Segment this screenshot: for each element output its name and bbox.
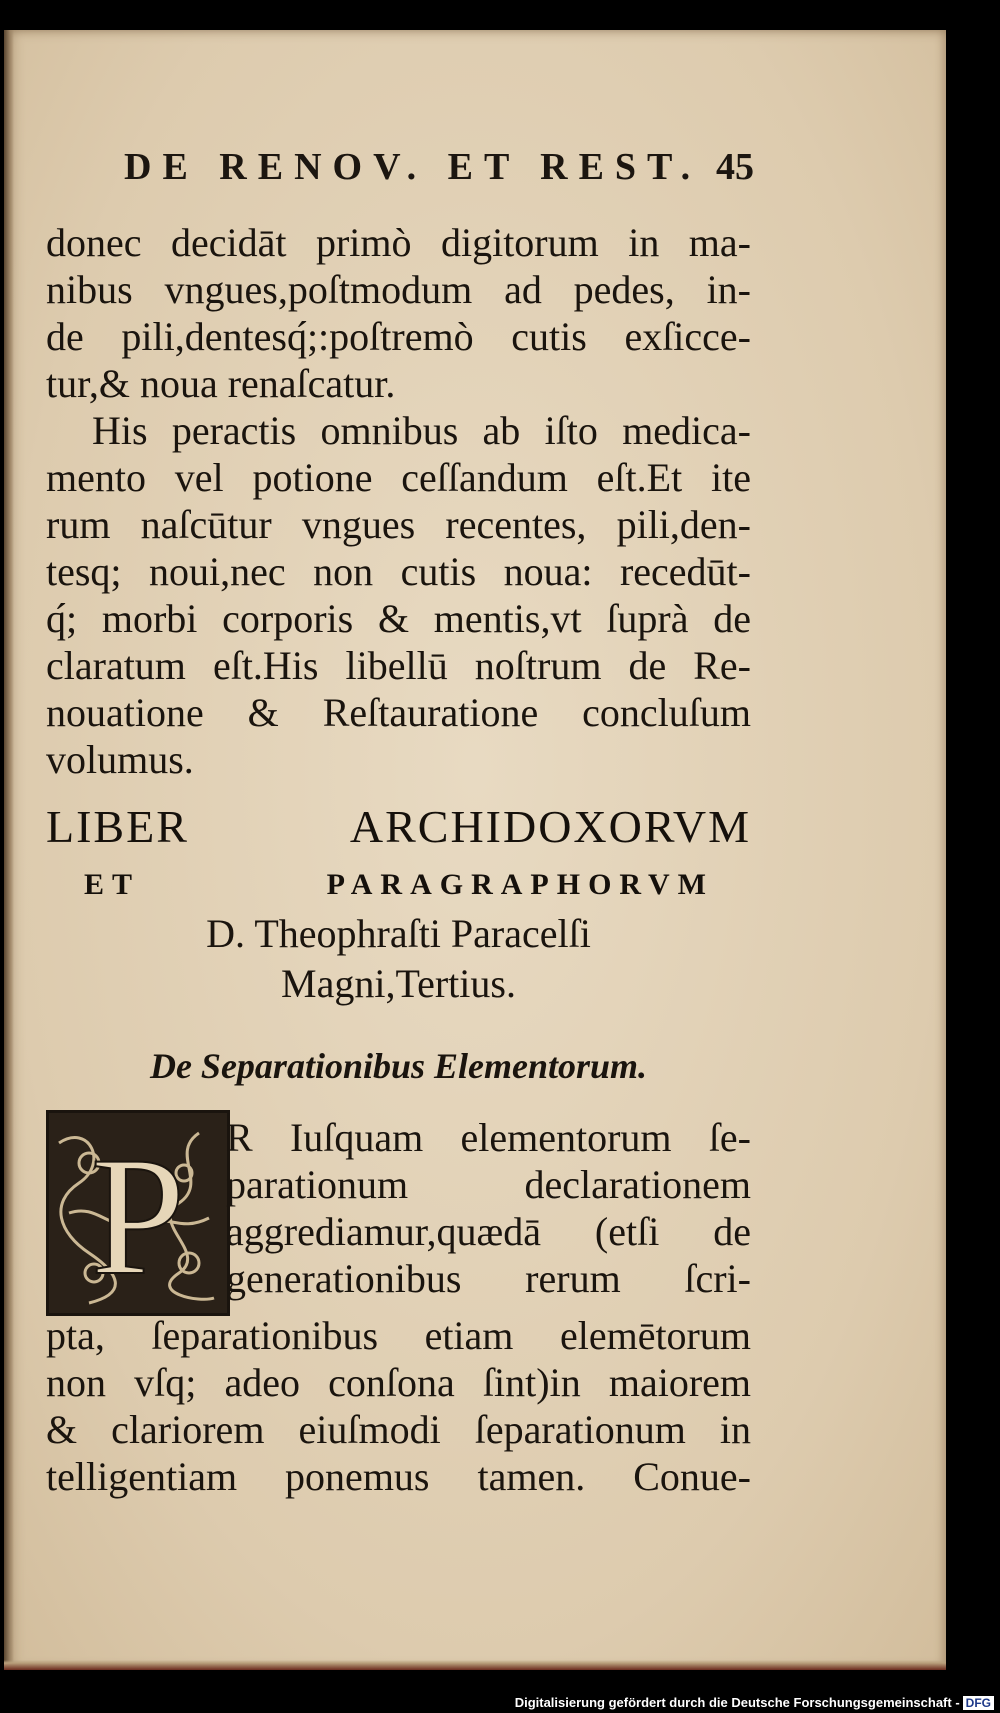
running-head-title: DE RENOV. ET REST. bbox=[124, 146, 702, 188]
dropcap-letter: P bbox=[90, 1122, 186, 1310]
text-line: q́; morbi corporis & mentis,vt ſuprà de bbox=[46, 596, 751, 641]
book-title-part: Magni,Tertius. bbox=[281, 961, 516, 1006]
text-line: R Iuſquam elementorum ſe- bbox=[226, 1115, 751, 1160]
page-number: 45 bbox=[716, 146, 754, 188]
text-line: rum naſcūtur vngues recentes, pili,den- bbox=[46, 502, 751, 547]
text-line: aggrediamur,quædā (etſi de bbox=[226, 1209, 751, 1254]
text-line: tur,& noua renaſcatur. bbox=[46, 361, 396, 406]
text-line: nibus vngues,poſtmodum ad pedes, in- bbox=[46, 267, 751, 312]
credit-text: Digitalisierung gefördert durch die Deutsche Forschungsgemeinschaft - bbox=[514, 1695, 960, 1710]
text-line: volumus. bbox=[46, 737, 194, 782]
text-line: generationibus rerum ſcri- bbox=[226, 1256, 751, 1301]
page-bottom-edge bbox=[4, 1660, 946, 1670]
text-line: tesq; noui,nec non cutis noua: recedūt- bbox=[46, 549, 751, 594]
digitization-credit bbox=[515, 1695, 994, 1710]
text-line: nouatione & Reſtauratione concluſum bbox=[46, 690, 751, 735]
book-title-line-1: LIBER ARCHIDOXORVM bbox=[46, 801, 751, 852]
text-line: parationum declarationem bbox=[226, 1162, 751, 1207]
page-gutter-shadow bbox=[4, 30, 14, 1670]
text-line: His peractis omnibus ab iſto medica- bbox=[92, 408, 751, 453]
text-line: pta, ſeparationibus etiam elemētorum bbox=[46, 1313, 751, 1358]
text-line: de pili,dentesq́;:poſtremò cutis exſicce- bbox=[46, 314, 751, 359]
decorated-initial-icon bbox=[46, 1110, 230, 1316]
text-line: & clariorem eiuſmodi ſeparationum in bbox=[46, 1407, 751, 1452]
dfg-logo: DFG bbox=[963, 1696, 994, 1710]
book-title-author: D. Theophraſti Paracelſi bbox=[206, 911, 591, 956]
text-line: claratum eſt.His libellū noſtrum de Re- bbox=[46, 643, 751, 688]
book-page bbox=[4, 30, 946, 1670]
section-heading: De Separationibus Elementorum. bbox=[149, 1046, 648, 1086]
text-line: non vſq; adeo conſona ſint)in maiorem bbox=[46, 1360, 751, 1405]
text-line: donec decidāt primò digitorum in ma- bbox=[46, 220, 751, 265]
book-title-line-2: ET PARAGRAPHORVM bbox=[84, 868, 714, 901]
running-head bbox=[124, 145, 754, 189]
text-line: mento vel potione ceſſandum eſt.Et ite bbox=[46, 455, 751, 500]
text-line: telligentiam ponemus tamen. Conue- bbox=[46, 1454, 751, 1499]
